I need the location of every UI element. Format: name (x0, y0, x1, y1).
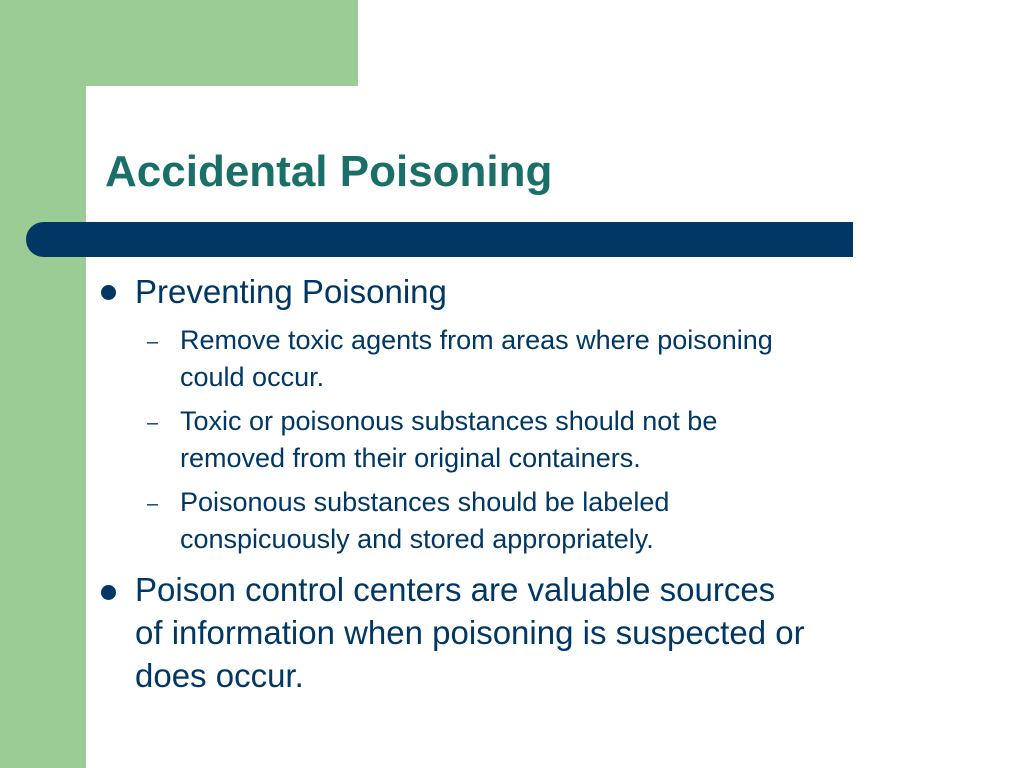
sub-bullet-line: could occur. (180, 362, 325, 392)
sub-bullet-line: Toxic or poisonous substances should not be (180, 406, 718, 436)
bullet-dot (101, 585, 116, 600)
sub-bullet-dash: – (147, 412, 159, 434)
sub-bullet-line: removed from their original containers. (180, 443, 641, 473)
slide-title: Accidental Poisoning (105, 147, 553, 196)
bullet-text: Preventing Poisoning (135, 273, 447, 310)
sub-bullet-line: Poisonous substances should be labeled (180, 487, 670, 517)
bullet-dot (101, 285, 116, 300)
sub-bullet-dash: – (147, 493, 159, 515)
bullet-text: does occur. (135, 657, 304, 694)
sub-bullet-dash: – (147, 331, 159, 353)
bullet-text: of information when poisoning is suspected or (135, 614, 805, 651)
sub-bullet-line: conspicuously and stored appropriately. (180, 524, 654, 554)
sub-bullet-line: Remove toxic agents from areas where poisoning (180, 325, 773, 355)
bullet-text: Poison control centers are valuable sources (135, 571, 776, 608)
